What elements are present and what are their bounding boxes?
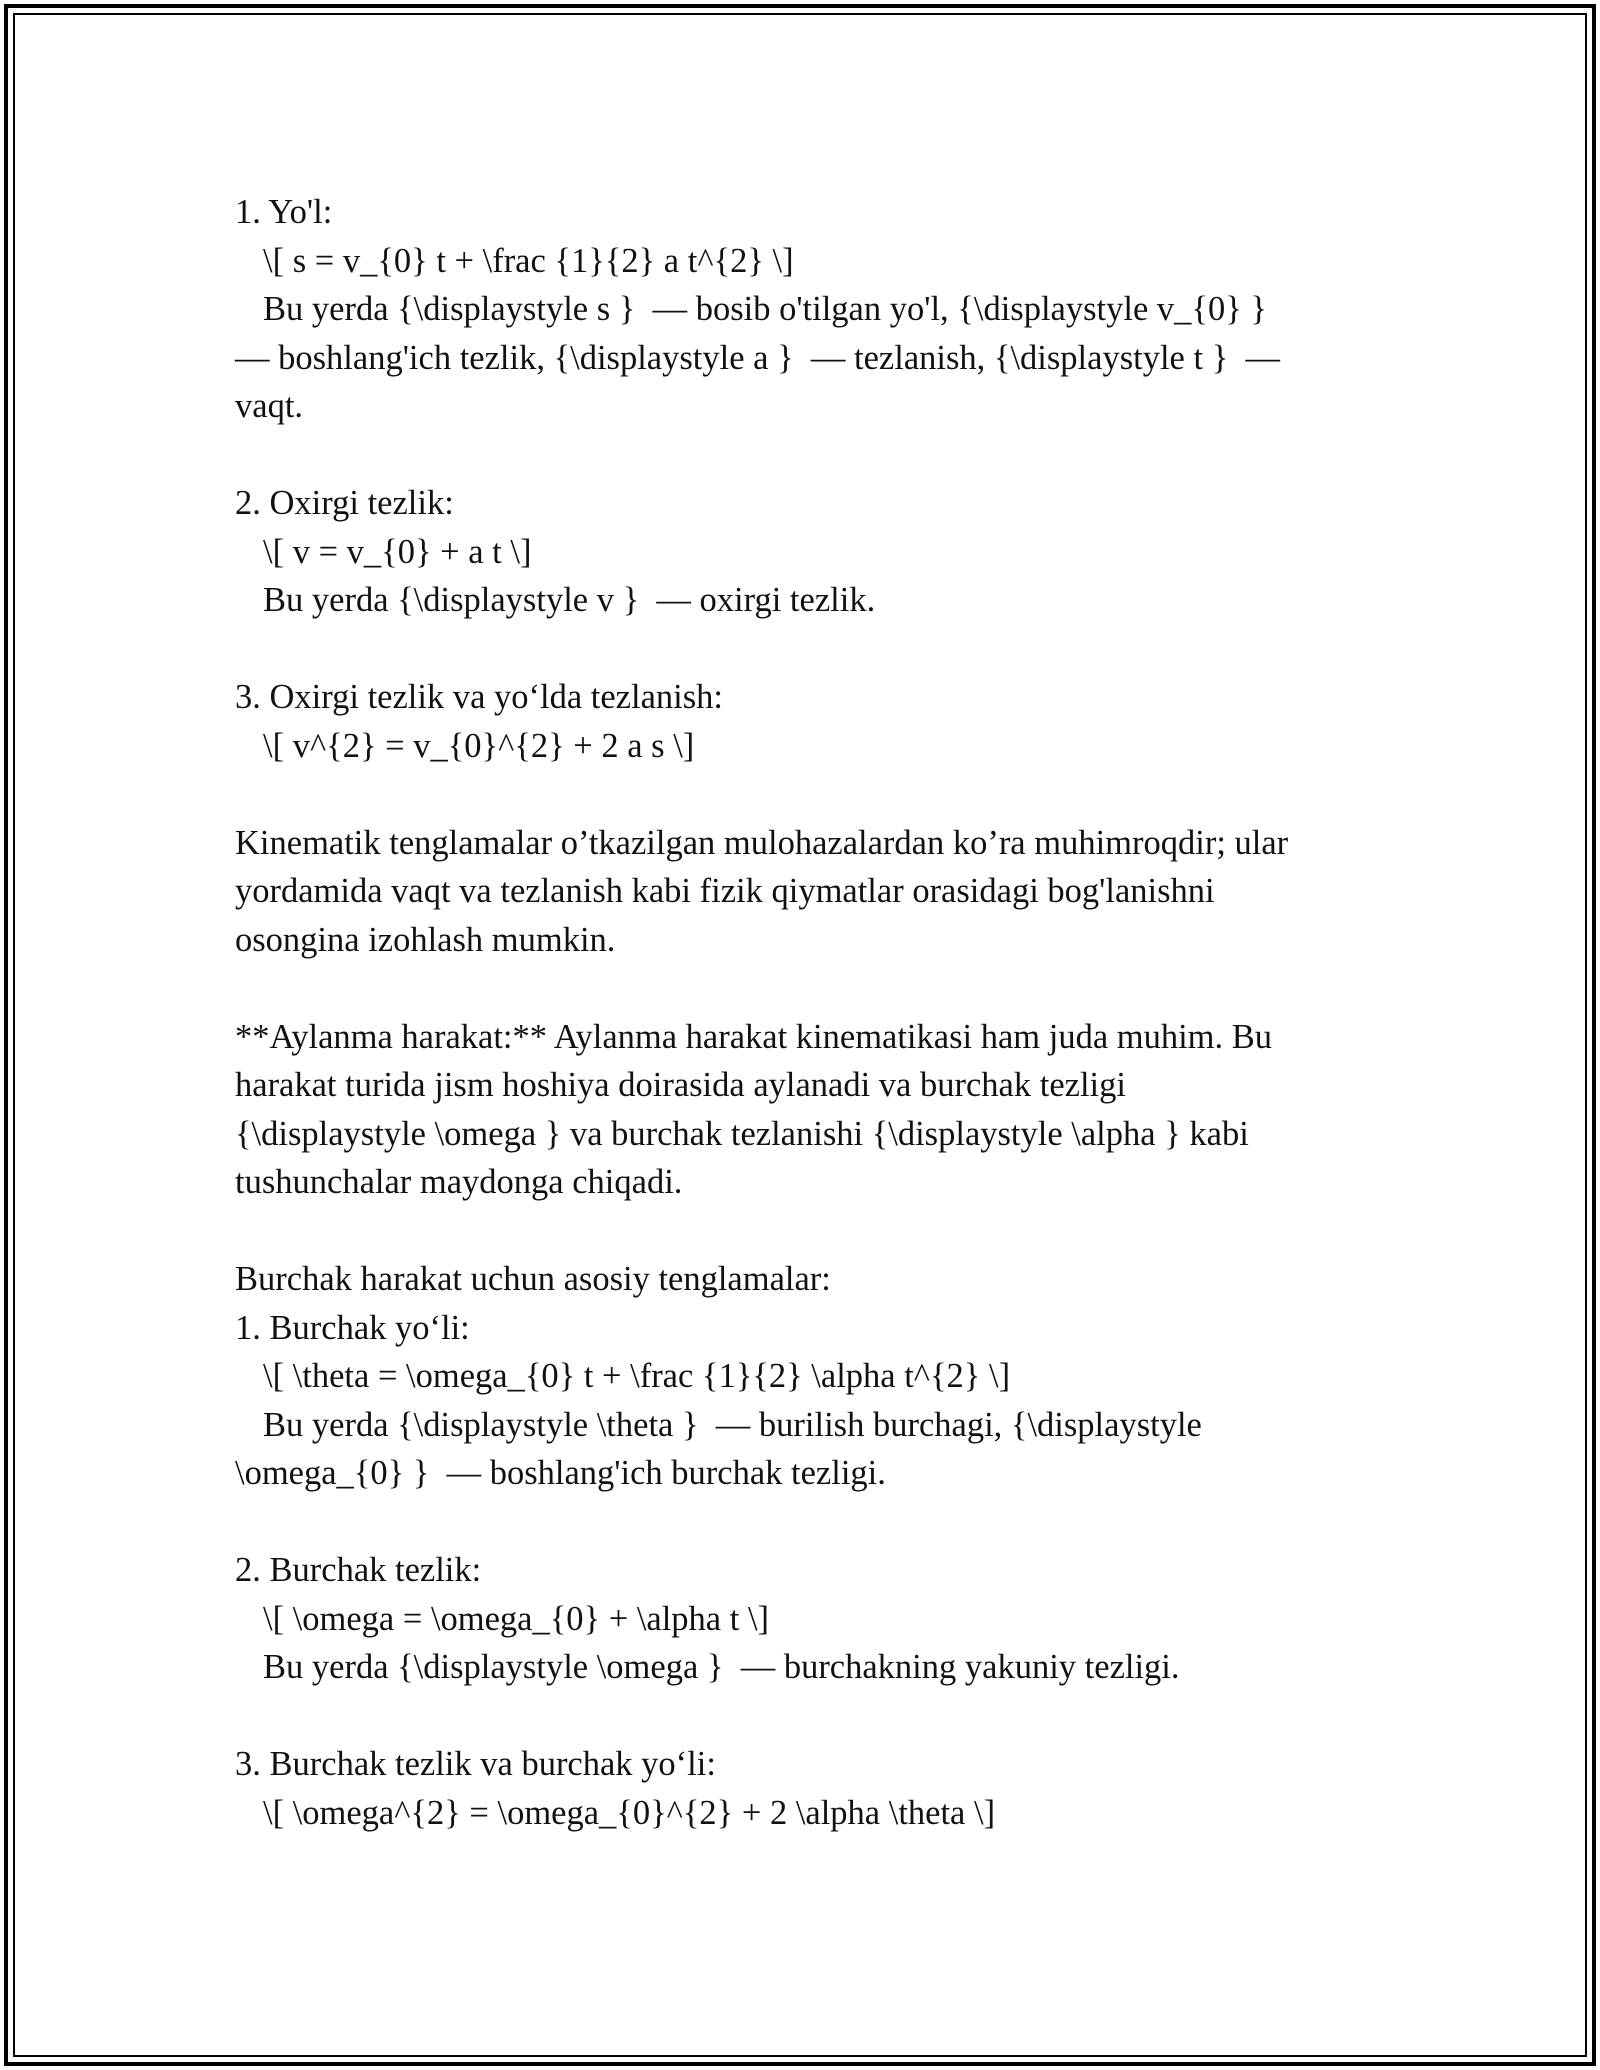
angular-1-description-line: Bu yerda {\displaystyle \theta } — burilish burchagi, {\displaystyle [263,1405,1202,1444]
angular-heading: Burchak harakat uchun asosiy tenglamalar: [235,1260,831,1298]
angular-3-title: 3. Burchak tezlik va burchak yo‘li: [235,1745,716,1783]
angular-3-equation: \[ \omega^{2} = \omega_{0}^{2} + 2 \alpha \theta \] [263,1793,996,1832]
spacer [235,1207,1365,1256]
document-body [235,188,1365,1837]
angular-1-title: 1. Burchak yo‘li: [235,1308,470,1347]
paragraph-line: **Aylanma harakat:** Aylanma harakat kinematikasi ham juda muhim. Bu [235,1017,1273,1056]
paragraph-line: {\displaystyle \omega } va burchak tezlanishi {\displaystyle \alpha } kabi [235,1114,1249,1153]
angular-2-title: 2. Burchak tezlik: [235,1551,482,1589]
section-3-title: 3. Oxirgi tezlik va yo‘lda tezlanish: [235,678,723,716]
section-1-description-line: Bu yerda {\displaystyle s } — bosib o'tilgan yo'l, {\displaystyle v_{0} } [263,290,1267,328]
spacer [235,1692,1365,1741]
paragraph-line: osongina izohlash mumkin. [235,920,616,959]
section-3-equation: \[ v^{2} = v_{0}^{2} + 2 a s \] [263,726,695,765]
spacer [235,431,1365,480]
spacer [235,770,1365,819]
angular-2-description: Bu yerda {\displaystyle \omega } — burchakning yakuniy tezligi. [263,1648,1180,1686]
paragraph-line: harakat turida jism hoshiya doirasida aylanadi va burchak tezligi [235,1066,1126,1104]
angular-2-equation: \[ \omega = \omega_{0} + \alpha t \] [263,1599,770,1638]
section-2-title: 2. Oxirgi tezlik: [235,484,454,522]
paragraph-line: yordamida vaqt va tezlanish kabi fizik qiymatlar orasidagi bog'lanishni [235,872,1215,910]
section-1-equation: \[ s = v_{0} t + \frac {1}{2} a t^{2} \] [263,241,794,280]
angular-1-equation: \[ \theta = \omega_{0} t + \frac {1}{2} \alpha t^{2} \] [263,1357,1011,1395]
section-2-equation: \[ v = v_{0} + a t \] [263,532,532,571]
section-1-description-line: vaqt. [235,387,304,425]
paragraph-line: Kinematik tenglamalar o’tkazilgan mulohazalardan ko’ra muhimroqdir; ular [235,823,1289,862]
spacer [235,964,1365,1013]
spacer [235,625,1365,674]
section-1-description-line: — boshlang'ich tezlik, {\displaystyle a } — tezlanish, {\displaystyle t } — [235,338,1281,377]
section-1-title: 1. Yo'l: [235,193,333,231]
angular-1-description-line: \omega_{0} } — boshlang'ich burchak tezligi. [235,1454,886,1492]
spacer [235,1498,1365,1547]
paragraph-line: tushunchalar maydonga chiqadi. [235,1163,683,1201]
section-2-description: Bu yerda {\displaystyle v } — oxirgi tezlik. [263,581,876,619]
